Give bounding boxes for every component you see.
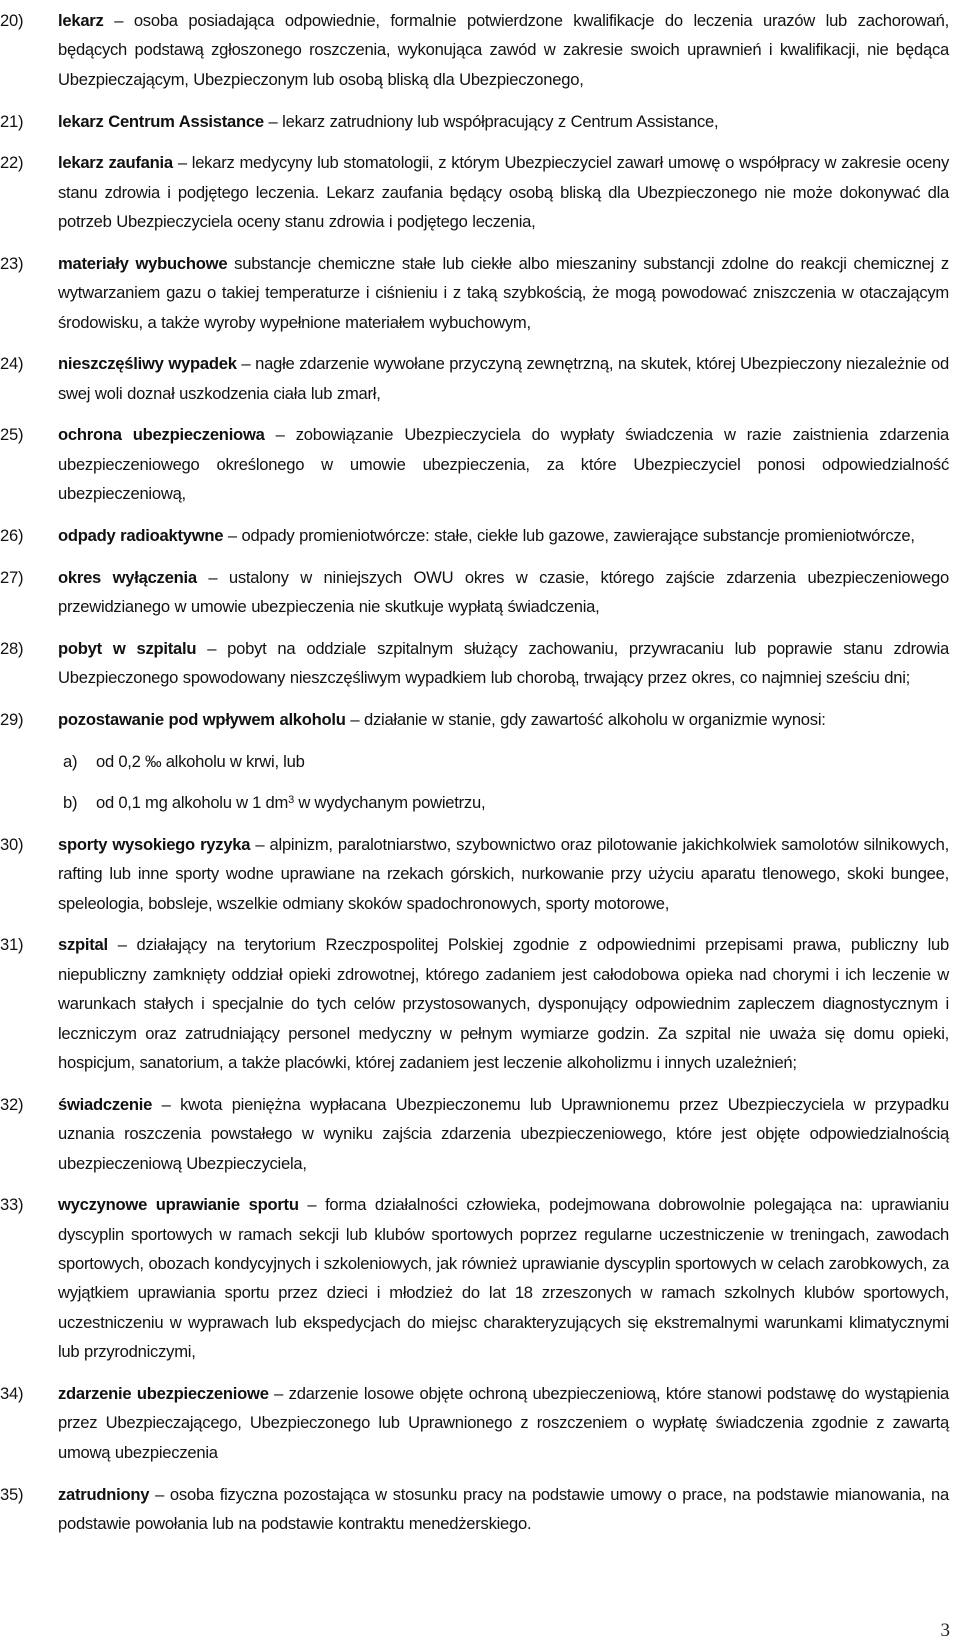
subitem-label: a) (63, 751, 78, 771)
definition-term: okres wyłączenia (58, 567, 197, 587)
definition-item (0, 521, 960, 550)
definition-item (0, 349, 960, 408)
definition-number: 23) (0, 253, 24, 273)
definition-number: 32) (0, 1094, 24, 1114)
subitem-text: od 0,2 ‰ alkoholu w krwi, lub (96, 751, 305, 771)
definition-item (0, 249, 960, 337)
definition-text: – zobowiązanie Ubezpieczyciela do wypłaty świadczenia w razie zaistnienia zdarzenia ubezpieczeniowego określonego w umowie ubezpieczenia, za które Ubezpieczyciel ponosi odpowiedzialność ubezpieczeniową, (58, 425, 949, 504)
definition-text: – kwota pieniężna wypłacana Ubezpieczonemu lub Uprawnionemu przez Ubezpieczyciela w przypadku uznania roszczenia powstałego w wyniku zajścia zdarzenia ubezpieczeniowego, które jest objęte odpowiedzialnością ubezpieczeniową Ubezpieczyciela, (58, 1094, 949, 1173)
definition-number: 30) (0, 834, 24, 854)
definition-text: – działający na terytorium Rzeczpospolitej Polskiej zgodnie z odpowiednimi przepisami prawa, publiczny lub niepubliczny zamknięty oddział opieki zdrowotnej, którego zadaniem jest całodobowa opieka nad chorymi i ich leczenie w warunkach stałych i specjalnie do tych celów przystosowanych, dysponujący odpowiednim zapleczem diagnostycznym i leczniczym oraz zatrudniający personel medyczny w pełnym wymiarze godzin. Za szpital nie uważa się domu opieki, hospicjum, sanatorium, a także placówki, której zadaniem jest leczenie alkoholizmu i innych uzależnień; (58, 935, 949, 1073)
definition-text: – odpady promieniotwórcze: stałe, ciekłe lub gazowe, zawierające substancje promieniotwórcze, (223, 525, 915, 545)
definition-item (0, 107, 960, 136)
definition-body (58, 705, 949, 734)
definition-body (58, 563, 949, 622)
definition-number: 27) (0, 567, 24, 587)
superscript-3: 3 (288, 794, 294, 807)
definition-number: 33) (0, 1195, 24, 1215)
definition-item (0, 148, 960, 236)
subitem-b (63, 788, 960, 817)
definition-number: 25) (0, 425, 24, 445)
definition-term: materiały wybuchowe (58, 253, 228, 273)
definition-number: 35) (0, 1484, 24, 1504)
definition-term: sporty wysokiego ryzyka (58, 834, 251, 854)
definition-number: 26) (0, 525, 24, 545)
definition-body (58, 420, 949, 508)
definition-term: pozostawanie pod wpływem alkoholu (58, 709, 346, 729)
definition-body (58, 634, 949, 693)
definition-text: – zdarzenie losowe objęte ochroną ubezpieczeniową, które stanowi podstawę do wystąpienia przez Ubezpieczającego, Ubezpieczonego lub Uprawnionego z roszczeniem o wypłatę świadczenia zgodnie z zawartą umową ubezpieczenia (58, 1384, 949, 1462)
definition-item (0, 420, 960, 508)
definition-term: ochrona ubezpieczeniowa (58, 425, 265, 445)
definition-body (58, 521, 949, 550)
subitem-text (96, 788, 485, 817)
definition-term: pobyt w szpitalu (58, 638, 197, 658)
subitem-a (63, 747, 960, 776)
definition-item (0, 930, 960, 1077)
definition-text: – lekarz medycyny lub stomatologii, z którym Ubezpieczyciel zawarł umowę o współpracy w zakresie oceny stanu zdrowia i podjętego leczenia. Lekarz zaufania będący osobą bliską dla Ubezpieczonego nie może dokonywać dla potrzeb Ubezpieczyciela oceny stanu zdrowia i podjętego leczenia, (58, 153, 949, 232)
definition-text: – działanie w stanie, gdy zawartość alkoholu w organizmie wynosi: (345, 709, 826, 729)
definition-item (0, 1480, 960, 1539)
definition-term: lekarz zaufania (58, 153, 173, 173)
definition-body (58, 1190, 949, 1366)
definition-item (0, 1190, 960, 1366)
definition-term: lekarz Centrum Assistance (58, 111, 264, 131)
definition-body (58, 1090, 949, 1178)
definition-term: odpady radioaktywne (58, 525, 224, 545)
definition-item (0, 830, 960, 918)
subitem-text-after: w wydychanym powietrzu, (293, 793, 486, 813)
definitions-list-part-2 (0, 830, 960, 1538)
definition-text: – osoba posiadająca odpowiednie, formalnie potwierdzone kwalifikacje do leczenia urazów lub zachorowań, będących podstawą zgłoszonego roszczenia, wykonująca zawód w zakresie swoich uprawnień i kwalifikacji, nie będąca Ubezpieczającym, Ubezpieczonym lub osobą bliską dla Ubezpieczonego, (58, 11, 949, 89)
definition-term: szpital (58, 935, 108, 955)
definition-body (58, 6, 949, 94)
definition-number: 28) (0, 638, 24, 658)
definition-term: zdarzenie ubezpieczeniowe (58, 1384, 269, 1403)
definition-body (58, 349, 949, 408)
definition-number: 34) (0, 1384, 24, 1403)
definition-text: – pobyt na oddziale szpitalnym służący zachowaniu, przywracaniu lub poprawie stanu zdrowia Ubezpieczonego spowodowany nieszczęśliwym wypadkiem lub chorobą, trwający przez okres, co najmniej sześciu dni; (58, 638, 949, 688)
definition-item (0, 634, 960, 693)
definition-text: – alpinizm, paralotniarstwo, szybownictwo oraz pilotowanie jakichkolwiek samolotów silnikowych, rafting lub inne sporty wodne uprawiane na rzekach górskich, nurkowanie przy użyciu aparatu tlenowego, skoki bungee, speleologia, bobsleje, wszelkie odmiany skoków spadochronowych, sporty motorowe, (58, 834, 949, 913)
definition-item (0, 6, 960, 94)
definition-item (0, 1379, 960, 1467)
subitem-text-before: od 0,1 mg alkoholu w 1 dm (96, 793, 289, 813)
page-number: 3 (940, 1620, 950, 1641)
definition-text: – nagłe zdarzenie wywołane przyczyną zewnętrzną, na skutek, której Ubezpieczony niezależnie od swej woli doznał uszkodzenia ciała lub zmarł, (58, 354, 949, 403)
definition-term: lekarz (58, 11, 104, 30)
alcohol-subitems (0, 747, 960, 818)
definition-term: zatrudniony (58, 1484, 150, 1504)
definition-body (58, 1480, 949, 1539)
definition-number: 31) (0, 935, 24, 955)
definitions-list-part-1 (0, 6, 960, 734)
definition-number: 21) (0, 111, 24, 131)
definition-body (58, 107, 949, 136)
definition-item (0, 563, 960, 622)
definition-body (58, 148, 949, 236)
definition-text: – ustalony w niniejszych OWU okres w czasie, którego zajście zdarzenia ubezpieczeniowego przewidzianego w umowie ubezpieczenia nie skutkuje wypłatą świadczenia, (58, 567, 949, 616)
subitem-label: b) (63, 793, 78, 813)
definition-text: substancje chemiczne stałe lub ciekłe albo mieszaniny substancji zdolne do reakcji chemicznej z wytwarzaniem gazu o takiej temperaturze i ciśnieniu i z taką szybkością, że mogą powodować zniszczenia w otaczającym środowisku, a także wyroby wypełnione materiałem wybuchowym, (58, 253, 949, 332)
definition-item (0, 705, 960, 734)
definition-text: – forma działalności człowieka, podejmowana dobrowolnie polegająca na: uprawianiu dyscyplin sportowych w ramach sekcji lub klubów sportowych poprzez regularne uczestniczenie w treningach, zawodach sportowych, obozach kondycyjnych i szkoleniowych, jak również uprawianie dyscyplin sportowych w celach zarobkowych, za wyjątkiem uprawiania sportu przez dzieci i młodzież do lat 18 zrzeszonych w ramach szkolnych klubów sportowych, uczestniczeniu w wyprawach lub ekspedycjach do miejsc charakteryzujących się ekstremalnymi warunkami klimatycznymi lub przyrodniczymi, (58, 1195, 949, 1362)
definition-body (58, 830, 949, 918)
definition-number: 24) (0, 354, 24, 374)
definition-number: 22) (0, 153, 24, 173)
definition-number: 29) (0, 709, 24, 729)
definition-term: wyczynowe uprawianie sportu (58, 1195, 299, 1215)
definition-term: świadczenie (58, 1094, 153, 1114)
definition-number: 20) (0, 11, 24, 30)
definition-text: – lekarz zatrudniony lub współpracujący z Centrum Assistance, (263, 111, 719, 131)
definition-text: – osoba fizyczna pozostająca w stosunku pracy na podstawie umowy o prace, na podstawie mianowania, na podstawie powołania lub na podstawie kontraktu menedżerskiego. (58, 1484, 949, 1533)
definition-body (58, 1379, 949, 1467)
definition-body (58, 249, 949, 337)
definition-term: nieszczęśliwy wypadek (58, 354, 237, 374)
definition-item (0, 1090, 960, 1178)
definition-body (58, 930, 949, 1077)
